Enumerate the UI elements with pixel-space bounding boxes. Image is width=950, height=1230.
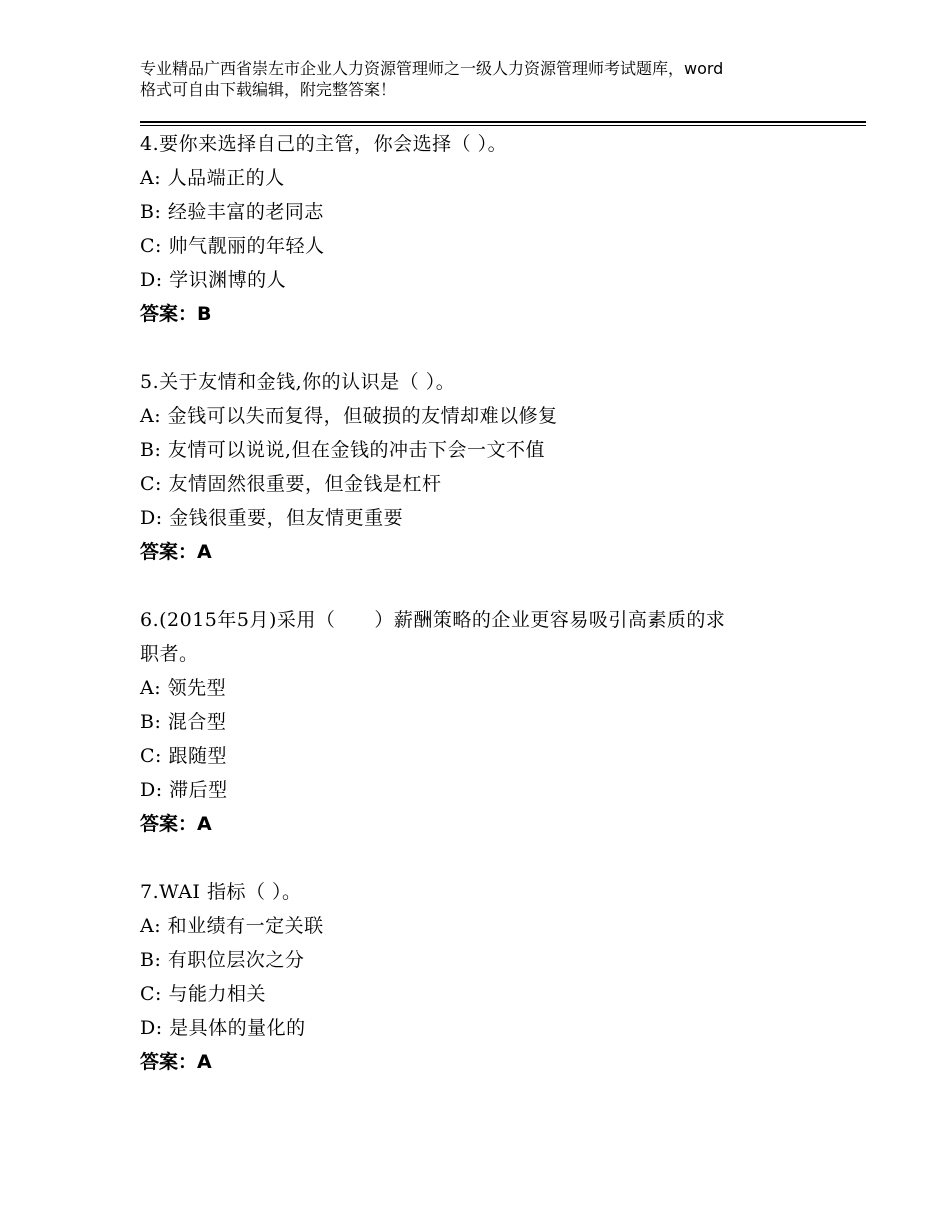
question-4 [140,127,830,331]
question-stem-line-1: 6.(2015年5月)采用（ ）薪酬策略的企业更容易吸引高素质的求 [140,609,726,631]
answer-label: 答案：B [140,303,212,325]
option-a: A: 和业绩有一定关联 [140,915,324,937]
option-b: B: 混合型 [140,711,227,733]
question-stem: 7.WAI 指标（ ）。 [140,881,302,903]
header-rule-thin [140,125,866,126]
option-c: C: 帅气靓丽的年轻人 [140,235,325,257]
document-header [140,58,830,100]
question-stem: 5.关于友情和金钱,你的认识是（ ）。 [140,371,456,393]
option-d: D: 金钱很重要，但友情更重要 [140,507,404,529]
answer-label: 答案：A [140,813,212,835]
header-rule-thick [140,121,866,123]
header-line-2: 格式可自由下载编辑，附完整答案！ [140,80,397,99]
option-b: B: 有职位层次之分 [140,949,305,971]
option-d: D: 学识渊博的人 [140,269,287,291]
option-c: C: 跟随型 [140,745,227,767]
option-a: A: 领先型 [140,677,227,699]
option-b: B: 友情可以说说,但在金钱的冲击下会一文不值 [140,439,545,461]
question-7 [140,875,830,1079]
option-d: D: 滞后型 [140,779,228,801]
option-a: A: 人品端正的人 [140,167,285,189]
option-c: C: 与能力相关 [140,983,266,1005]
option-d: D: 是具体的量化的 [140,1017,306,1039]
question-stem: 4.要你来选择自己的主管，你会选择（ ）。 [140,133,508,155]
option-b: B: 经验丰富的老同志 [140,201,324,223]
option-c: C: 友情固然很重要，但金钱是杠杆 [140,473,442,495]
question-stem-line-2: 职者。 [140,643,199,665]
answer-label: 答案：A [140,1051,212,1073]
answer-label: 答案：A [140,541,212,563]
question-5 [140,365,830,569]
question-list [140,127,830,1113]
option-a: A: 金钱可以失而复得，但破损的友情却难以修复 [140,405,558,427]
question-6 [140,603,830,841]
header-line-1: 专业精品广西省崇左市企业人力资源管理师之一级人力资源管理师考试题库，word [140,59,724,78]
